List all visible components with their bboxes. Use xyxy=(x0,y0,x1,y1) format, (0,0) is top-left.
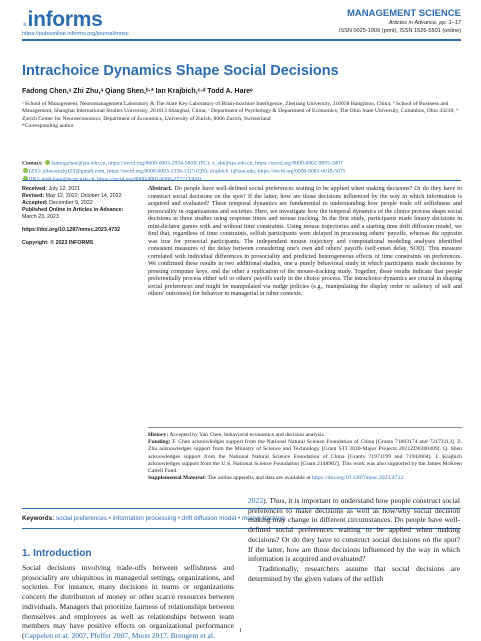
logo-text: informs xyxy=(27,8,103,31)
received-date: July 12, 2021 xyxy=(48,186,81,192)
citation-link[interactable]: 2022 xyxy=(248,496,264,505)
article-history xyxy=(148,432,462,482)
journal-url-link[interactable]: https://pubsonline.informs.org/journal/mnsc xyxy=(22,31,129,37)
keywords-label: Keywords: xyxy=(22,515,55,522)
history-label: History: xyxy=(148,432,169,438)
supplemental-text: The online appendix and data are available at xyxy=(207,475,311,482)
revised-date: May 12, 2022; October 14, 2022 xyxy=(45,193,122,199)
author-list: Fadong Chen,ᵃ Zhi Zhu,ᵃ Qiang Shen,ᵇ·* Ian Krajbich,ᶜ·ᵈ Todd A. Hareᵉ xyxy=(22,88,253,95)
logo-dot: . xyxy=(22,8,28,31)
section-rule xyxy=(22,180,461,181)
funding-label: Funding: xyxy=(148,439,171,446)
received-label: Received: xyxy=(22,186,48,192)
published-date: March 23, 2023 xyxy=(22,214,59,220)
issn-text: ISSN 0025-1909 (print), ISSN 1526-5501 (online) xyxy=(338,28,461,34)
informs-logo xyxy=(22,8,102,32)
page-number: 1 xyxy=(239,628,242,634)
intro-paragraph-1-cont: ). Thus, it is important to understand how people construct social preferences to make decisions as well as how/why social decision making may change in different circumstances. Do people have well-defined social preferences waiting to be applied when making decisions? Or do they have to construct social decisions on the spot? If the latter, how are those decisions influenced by the way in which information is acquired and evaluated? xyxy=(248,496,460,564)
supplemental-label: Supplemental Material: xyxy=(148,475,206,482)
contact-line-2[interactable]: (ZZ); johnsonzhj123@gmail.com, https://orcid.org/0000-0003-1330-1315 (QS); krajbich.1@osu.edu, https://orcid.org/0000-0001-6618-5675 xyxy=(29,168,346,175)
journal-masthead xyxy=(339,8,461,35)
abstract-rule xyxy=(148,427,462,428)
revised-label: Revised: xyxy=(22,193,45,199)
intro-paragraph-1: Social decisions involving trade-offs between selfishness and prosociality are ubiquitous in managerial settings, organizations, and societies. For instance, many decisions in teams or organizations concern the distribution of money or other scarce resources between individuals. Managers that prioritize fairness of relationships between themselves and employees as well as relationships between team members may have positive effects on organizational performance ( xyxy=(22,563,234,640)
funding-text: F. Chen acknowledges support from the National Natural Science Foundation of China [Grants 71803174 and 72173113]. Z. Zhu acknowledges support from the Ministry of Science and Technology [Grant STI 2030-Major Projects 2021ZD0200409]. Q. Shen acknowledges support from the National Natural Science Foundation of China [Grants 71971199 and 71942004]. I. Krajbich acknowledges support from the U.S. National Science Foundation [Grant 2148982]. This work was also supported by the James McKeen Cattell Fund. xyxy=(148,439,462,475)
advance-text: Articles in Advance, pp. 1–17 xyxy=(388,20,461,26)
affiliation-text: ᵃ School of Management, Neuromanagement Laboratory & The State Key Laboratory of Brain-machine Intelligence, Zhejiang University, 310058 Hangzhou, China; ᵇ School of Business and Management, Shanghai International Studies University, 201613 Shanghai, China; ᶜ Department of Psychology & Department of Economics, The Ohio State University, Columbus, Ohio 43210; ᵈ Zurich Center for Neuroeconomics, Department of Economics, University of Zurich, 8006 Zurich, Switzerland xyxy=(22,101,458,122)
orcid-icon xyxy=(23,168,28,173)
copyright-notice: Copyright: © 2023 INFORMS xyxy=(22,240,94,246)
published-label: Published Online in Articles in Advance: xyxy=(22,207,124,213)
contact-label: Contact: xyxy=(22,160,43,167)
history-text: Accepted by Yan Chen, behavioral economics and decision analysis. xyxy=(169,432,326,438)
abstract-text: Do people have well-defined social preferences waiting to be applied when making decisions? Or do they have to construct social decisions on the spot? If the latter, how are those decisions influenced by the way in which information is acquired and evaluated? These temporal dynamics are fundamental to understanding how people trade off selfishness and prosociality in organizations and societies. Here, we investigate how the temporal dynamics of the choice process shape social decisions in three studies using response times and mouse tracking. In the first study, participants made binary decisions in mini-dictator games with and without time constraints. Using mouse trajectories and a starting time drift diffusion model, we find that, regardless of time constraints, selfish participants were delayed in processing others' payoffs, whereas the opposite was true for prosocial participants. The independent mouse trajectory and computational modeling analyses identified consistent measures of the delay between considering one's own and others' payoffs (self-onset delay, SOD). This measure correlated with individual differences in prosociality and predicted heterogeneous effects of time constraints on preferences. We confirmed these results in two additional studies, one a purely behavioral study in which participants made decisions by pressing computer keys, and the other a replication of the mouse-tracking study. Together, these results indicate that people preferentially process either self or others' payoffs early in the choice process. The intrachoice dynamics are crucial in shaping social preferences and might be manipulated via nudge policies (e.g., manipulating the display order or saliency of self and others' outcomes) for behavior in managerial or other contexts. xyxy=(148,186,462,297)
paper-title: Intrachoice Dynamics Shape Social Decisions xyxy=(22,63,339,79)
citation-links[interactable]: Cappelen et al. 2007, Pfeffer 2007, Moon 2017, Breugem et al. xyxy=(24,630,215,640)
article-metadata xyxy=(22,186,140,247)
supplemental-link[interactable]: https://doi.org/10.1287/mnsc.2023.4732. xyxy=(311,475,405,482)
journal-name: MANAGEMENT SCIENCE xyxy=(346,8,461,19)
abstract xyxy=(148,186,462,299)
corresponding-author-note: *Corresponding author xyxy=(22,122,74,129)
keywords xyxy=(22,515,285,522)
abstract-label: Abstract. xyxy=(148,186,173,192)
doi-link[interactable]: https://doi.org/10.1287/mnsc.2023.4732 xyxy=(22,227,121,233)
section-heading: 1. Introduction xyxy=(22,548,92,559)
orcid-icon xyxy=(45,160,50,165)
header-rule xyxy=(22,39,461,41)
intro-paragraph-2: Traditionally, researchers assume that social decisions are determined by the given values of the selfish xyxy=(248,563,460,583)
keyword-list[interactable]: social preferences • information processing • drift diffusion model • mouse tracking xyxy=(55,515,285,522)
contact-line-1[interactable]: fadongchen@zju.edu.cn, https://orcid.org/0000-0003-3934-580X (FC); z_zhi@zju.edu.cn, https://orcid.org/0000-0002-9893-3807 xyxy=(51,160,343,167)
affiliations xyxy=(22,101,462,130)
accepted-date: December 9, 2022 xyxy=(49,200,93,206)
body-column-right xyxy=(248,496,460,583)
accepted-label: Accepted: xyxy=(22,200,48,206)
